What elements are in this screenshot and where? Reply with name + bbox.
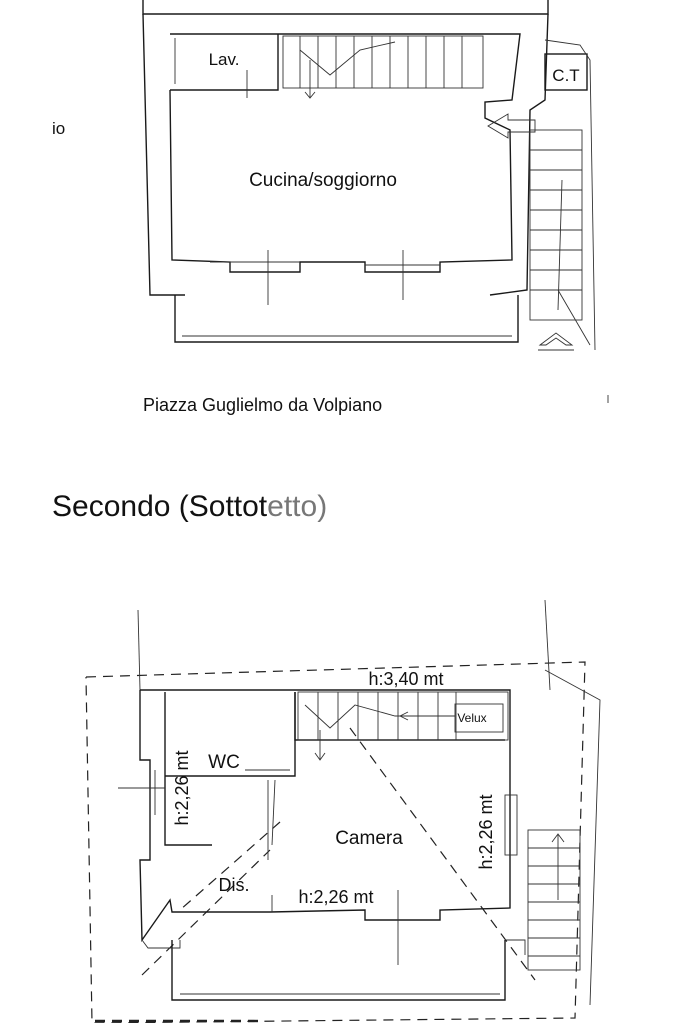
exterior-stair-upper bbox=[530, 130, 590, 345]
entry-arrow bbox=[488, 114, 535, 138]
floor-title-main: Secondo (Sottot bbox=[52, 490, 268, 523]
bedroom-label: Camera bbox=[335, 828, 403, 849]
front-height-label: h:2,26 mt bbox=[298, 887, 374, 907]
attic-floor-plan bbox=[86, 600, 600, 1023]
left-height-label: h:2,26 mt bbox=[172, 750, 192, 826]
floor-title-faded: etto) bbox=[267, 490, 328, 523]
access-arrow bbox=[540, 333, 572, 345]
landing-label: Dis. bbox=[218, 875, 250, 895]
attic-balcony bbox=[172, 940, 505, 1000]
window-mark-right bbox=[505, 795, 517, 855]
floor-title bbox=[52, 490, 327, 524]
ridge-height-label: h:3,40 mt bbox=[368, 669, 444, 689]
wc-label: WC bbox=[208, 752, 240, 773]
laundry-label: Lav. bbox=[208, 50, 240, 69]
boiler-label: C.T bbox=[552, 66, 580, 85]
balcony-rail bbox=[175, 295, 518, 342]
exterior-stair-lower bbox=[528, 670, 600, 1005]
attic-stair bbox=[298, 692, 508, 760]
upper-outer-wall bbox=[143, 0, 548, 14]
ref-line-left bbox=[138, 610, 140, 690]
skylight-label: Velux bbox=[457, 711, 487, 725]
cropped-room-label: io bbox=[52, 119, 66, 138]
street-name: Piazza Guglielmo da Volpiano bbox=[143, 395, 383, 415]
upper-floor-plan bbox=[143, 0, 608, 403]
ref-line-right bbox=[545, 600, 550, 690]
upper-left-wall bbox=[143, 14, 185, 295]
roof-hip-right bbox=[350, 728, 535, 980]
kitchen-label: Cucina/soggiorno bbox=[249, 170, 397, 191]
upper-right-wall bbox=[490, 14, 548, 295]
right-height-label: h:2,26 mt bbox=[476, 794, 496, 870]
upper-stair bbox=[283, 36, 483, 98]
kitchen-wall bbox=[170, 34, 520, 272]
